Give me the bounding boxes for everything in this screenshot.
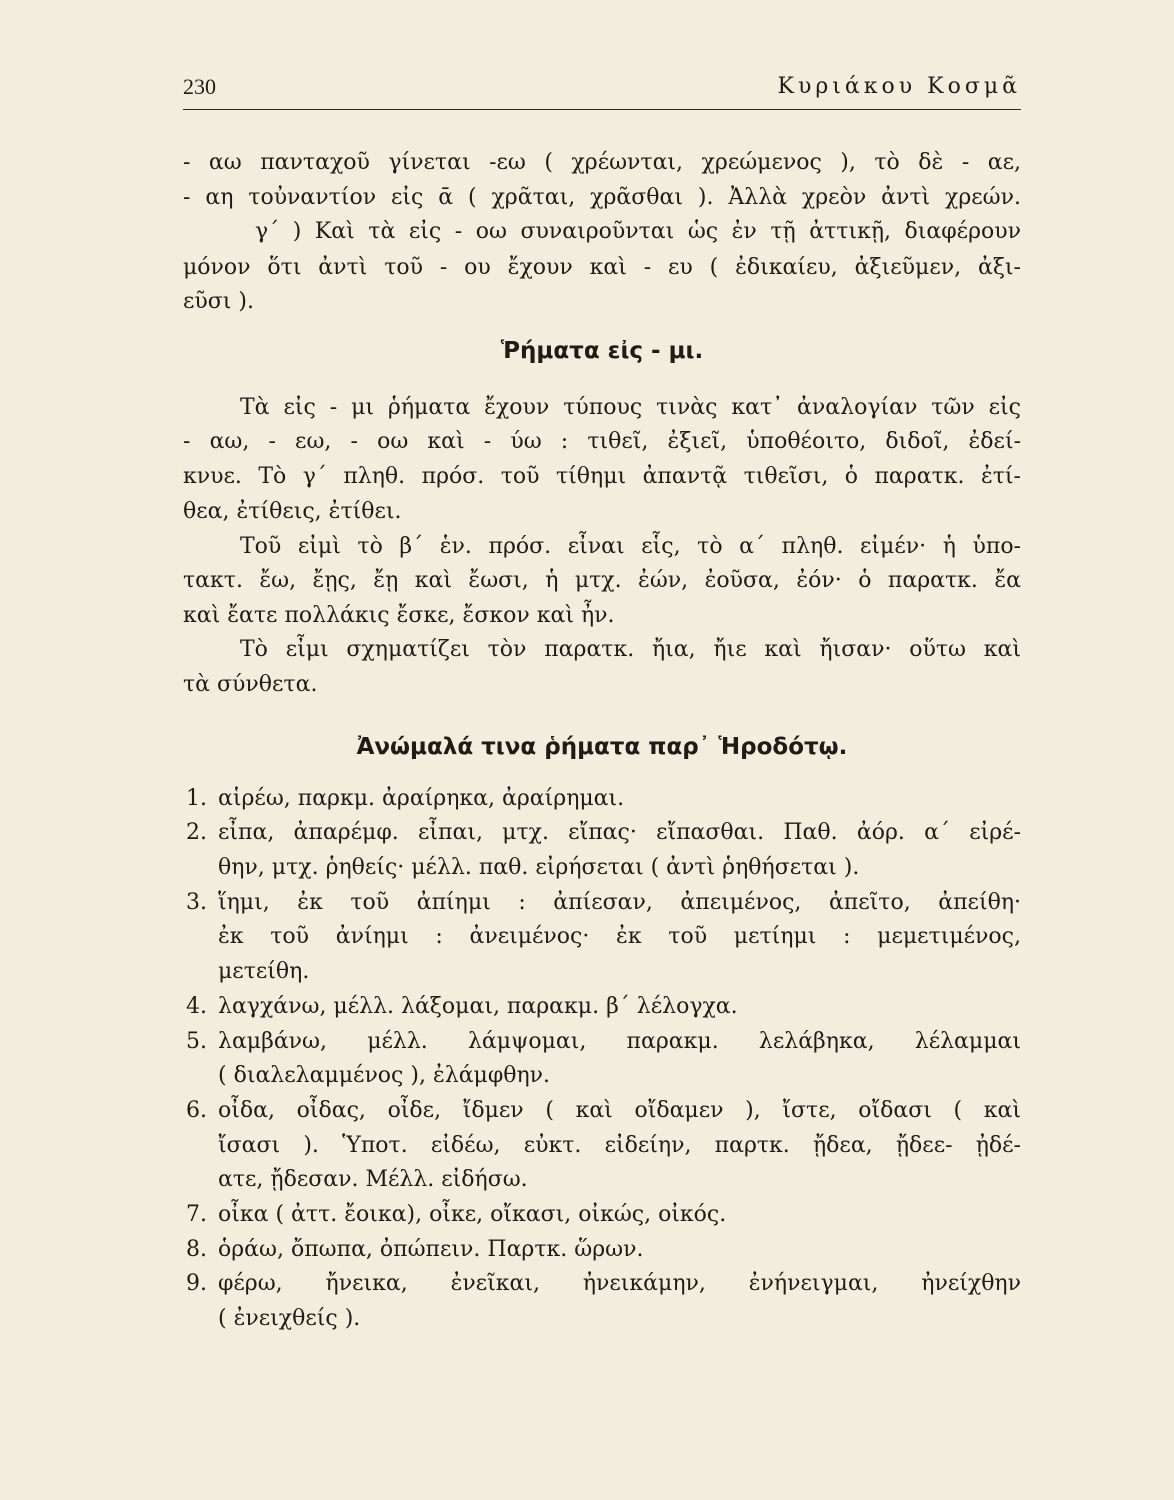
list-item-number: 4. — [186, 994, 207, 1019]
list-item-line: ( ἐνειχθείς ). — [218, 1306, 361, 1331]
list-item-number: 9. — [186, 1271, 207, 1296]
list-item-number: 3. — [186, 890, 207, 915]
list-item-line: φέρω, ἤνεικα, ἐνεῖκαι, ἠνεικάμην, ἐνήνειγμαι, ἠνείχθην — [218, 1271, 1021, 1296]
text-line: Τὰ εἰς - μι ῥήματα ἔχουν τύπους τινὰς κατ᾽ ἀναλογίαν τῶν εἰς — [240, 395, 1021, 420]
page-number: 230 — [183, 74, 216, 99]
text-line: - αη τοὐναντίον εἰς ᾱ ( χρᾶται, χρᾶσθαι ). Ἀλλὰ χρεὸν ἀντὶ χρεών. — [183, 185, 1021, 210]
text-line: καὶ ἔατε πολλάκις ἔσκε, ἔσκον καὶ ἦν. — [183, 603, 615, 628]
header-rule — [183, 109, 1021, 110]
list-item-line: ἵημι, ἐκ τοῦ ἀπίημι : ἀπίεσαν, ἀπειμένος, ἀπεῖτο, ἀπείθη· — [218, 890, 1021, 915]
list-item-line: ( διαλελαμμένος ), ἐλάμφθην. — [218, 1063, 551, 1088]
list-item-number: 8. — [186, 1237, 207, 1262]
section-heading-mi-verbs: Ῥήματα εἰς - μι. — [500, 338, 704, 364]
list-item-line: θην, μτχ. ῥηθείς· μέλλ. παθ. εἰρήσεται ( ἀντὶ ῥηθήσεται ). — [218, 855, 860, 880]
text-line: τακτ. ἔω, ἔῃς, ἔῃ καὶ ἔωσι, ἡ μτχ. ἐών, ἐοῦσα, ἐόν· ὁ παρατκ. ἔα — [183, 568, 1021, 593]
list-item-line: μετείθη. — [218, 959, 310, 984]
list-item-line: λαγχάνω, μέλλ. λάξομαι, παρακμ. β΄ λέλογχα. — [218, 994, 738, 1019]
section-heading-herodotus-verbs: Ἀνώμαλά τινα ῥήματα παρ᾽ Ἡροδότῳ. — [356, 734, 848, 760]
page-header — [183, 74, 1021, 104]
text-line: Τὸ εἶμι σχηματίζει τὸν παρατκ. ἤια, ἤιε καὶ ἤισαν· οὕτω καὶ — [240, 637, 1021, 662]
list-item-line: ὁράω, ὄπωπα, ὀπώπειν. Παρτκ. ὥρων. — [218, 1237, 644, 1262]
list-item-line: οἶκα ( ἀττ. ἔοικα), οἶκε, οἴκασι, οἰκώς, οἰκός. — [218, 1202, 727, 1227]
list-item-line: ἴσασι ). Ὑποτ. εἰδέω, εὐκτ. εἰδείην, παρτκ. ᾔδεα, ᾔδεε- ᾐδέ- — [218, 1133, 1021, 1158]
text-line: εῦσι ). — [183, 289, 254, 314]
list-item-number: 7. — [186, 1202, 207, 1227]
list-item-line: ατε, ᾔδεσαν. Μέλλ. εἰδήσω. — [218, 1167, 528, 1192]
text-line: Τοῦ εἰμὶ τὸ β΄ ἑν. πρόσ. εἶναι εἷς, τὸ α΄ πληθ. εἰμέν· ἡ ὑπο- — [240, 534, 1021, 559]
text-line: κνυε. Τὸ γ΄ πληθ. πρόσ. τοῦ τίθημι ἀπαντᾷ τιθεῖσι, ὁ παρατκ. ἐτί- — [183, 464, 1021, 489]
text-line: - αω πανταχοῦ γίνεται -εω ( χρέωνται, χρεώμενος ), τὸ δὲ - αε, — [183, 150, 1021, 175]
text-line: - αω, - εω, - οω καὶ - ύω : τιθεῖ, ἐξιεῖ, ὑποθέοιτο, διδοῖ, ἐδεί- — [183, 429, 1021, 454]
list-item-line: ἐκ τοῦ ἀνίημι : ἀνειμένος· ἐκ τοῦ μετίημι : μεμετιμένος, — [218, 924, 1021, 949]
text-line: γ΄ ) Καὶ τὰ εἰς - οω συναιροῦνται ὡς ἐν τῇ ἀττικῇ, διαφέρουν — [255, 219, 1021, 244]
list-item-number: 6. — [186, 1098, 207, 1123]
list-item-line: αἱρέω, παρκμ. ἀραίρηκα, ἀραίρημαι. — [218, 786, 625, 811]
text-line: τὰ σύνθετα. — [183, 672, 318, 697]
list-item-line: λαμβάνω, μέλλ. λάμψομαι, παρακμ. λελάβηκα, λέλαμμαι — [218, 1029, 1021, 1054]
text-line: θεα, ἐτίθεις, ἐτίθει. — [183, 499, 402, 524]
list-item-line: οἶδα, οἶδας, οἶδε, ἴδμεν ( καὶ οἴδαμεν ), ἴστε, οἴδασι ( καὶ — [218, 1098, 1021, 1123]
list-item-line: εἶπα, ἀπαρέμφ. εἶπαι, μτχ. εἴπας· εἴπασθαι. Παθ. ἀόρ. α΄ εἰρέ- — [218, 820, 1021, 845]
list-item-number: 5. — [186, 1029, 207, 1054]
list-item-number: 1. — [186, 786, 207, 811]
list-item-number: 2. — [186, 820, 207, 845]
running-title: Κυριάκου Κοσμᾶ — [777, 74, 1021, 99]
text-line: μόνον ὅτι ἀντὶ τοῦ - ου ἔχουν καὶ - ευ ( ἐδικαίευ, ἀξιεῦμεν, ἀξι- — [183, 255, 1021, 280]
